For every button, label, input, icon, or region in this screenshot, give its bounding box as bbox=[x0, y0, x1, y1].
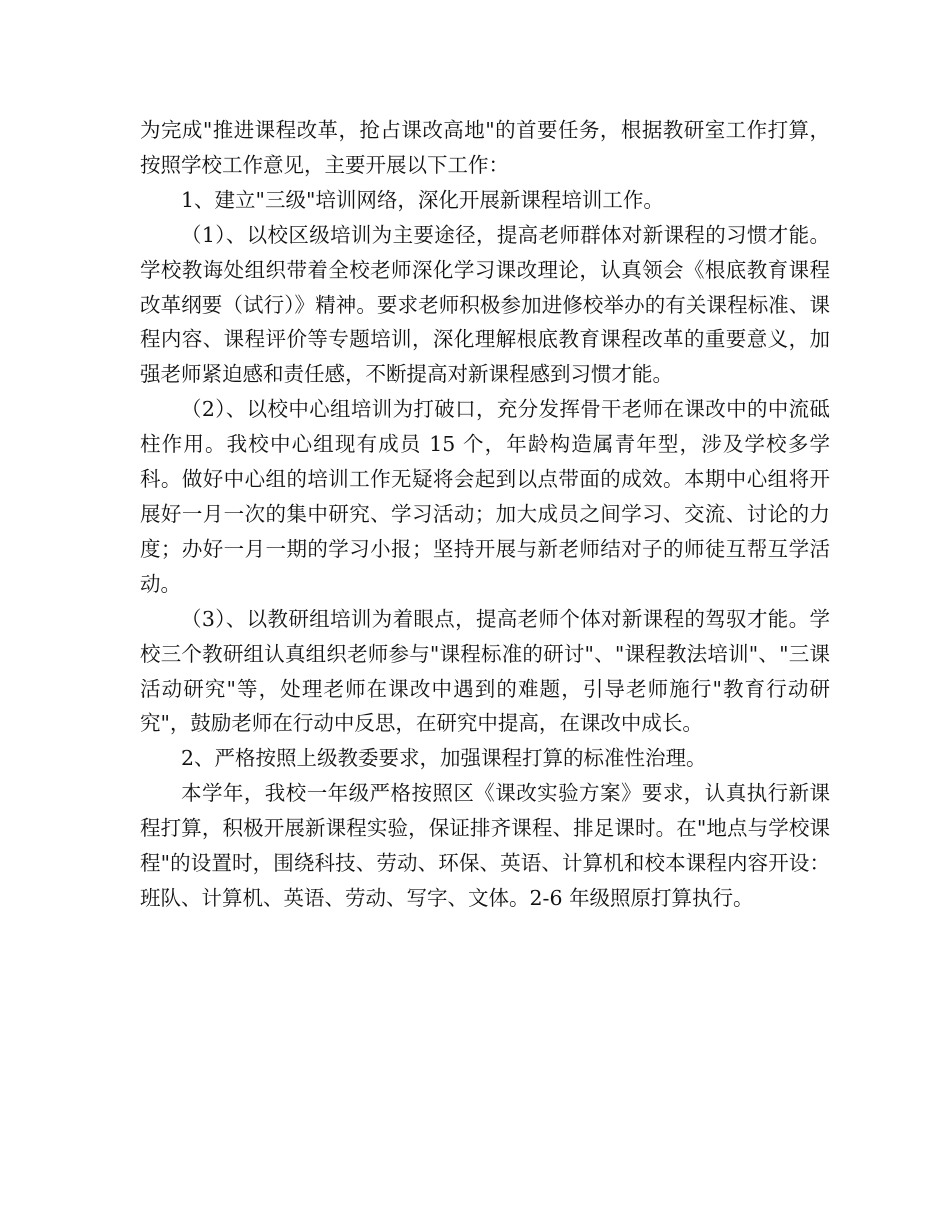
document-body bbox=[140, 113, 830, 916]
paragraph-item-1: （1）、以校区级培训为主要途径，提高老师群体对新课程的习惯才能。学校教诲处组织带着全校老师深化学习课改理论，认真领会《根底教育课程改革纲要（试行）》精神。要求老师积极参加进修校举办的有关课程标准、课程内容、课程评价等专题培训，深化理解根底教育课程改革的重要意义，加强老师紧迫感和责任感，不断提高对新课程感到习惯才能。 bbox=[140, 222, 830, 387]
paragraph-heading-1: 1、建立"三级"培训网络，深化开展新课程培训工作。 bbox=[181, 187, 664, 212]
paragraph-intro: 为完成"推进课程改革，抢占课改高地"的首要任务，根据教研室工作打算，按照学校工作意见，主要开展以下工作： bbox=[140, 118, 830, 177]
paragraph-heading-2: 2、严格按照上级教委要求，加强课程打算的标准性治理。 bbox=[181, 746, 707, 771]
paragraph-item-3: （3）、以教研组培训为着眼点，提高老师个体对新课程的驾驭才能。学校三个教研组认真组织老师参与"课程标准的研讨"、"课程教法培训"、"三课活动研究"等，处理老师在课改中遇到的难题，引导老师施行"教育行动研究"，鼓励老师在行动中反思，在研究中提高，在课改中成长。 bbox=[140, 606, 830, 736]
paragraph-item-2: （2）、以校中心组培训为打破口，充分发挥骨干老师在课改中的中流砥柱作用。我校中心组现有成员 15 个，年龄构造属青年型，涉及学校多学科。做好中心组的培训工作无疑将会起到以点带面的成效。本期中心组将开展好一月一次的集中研究、学习活动；加大成员之间学习、交流、讨论的力度；办好一月一期的学习小报；坚持开展与新老师结对子的师徒互帮互学活动。 bbox=[140, 397, 830, 596]
paragraph-body-2: 本学年，我校一年级严格按照区《课改实验方案》要求，认真执行新课程打算，积极开展新课程实验，保证排齐课程、排足课时。在"地点与学校课程"的设置时，围绕科技、劳动、环保、英语、计算机和校本课程内容开设：班队、计算机、英语、劳动、写字、文体。2-6 年级照原打算执行。 bbox=[140, 781, 830, 910]
